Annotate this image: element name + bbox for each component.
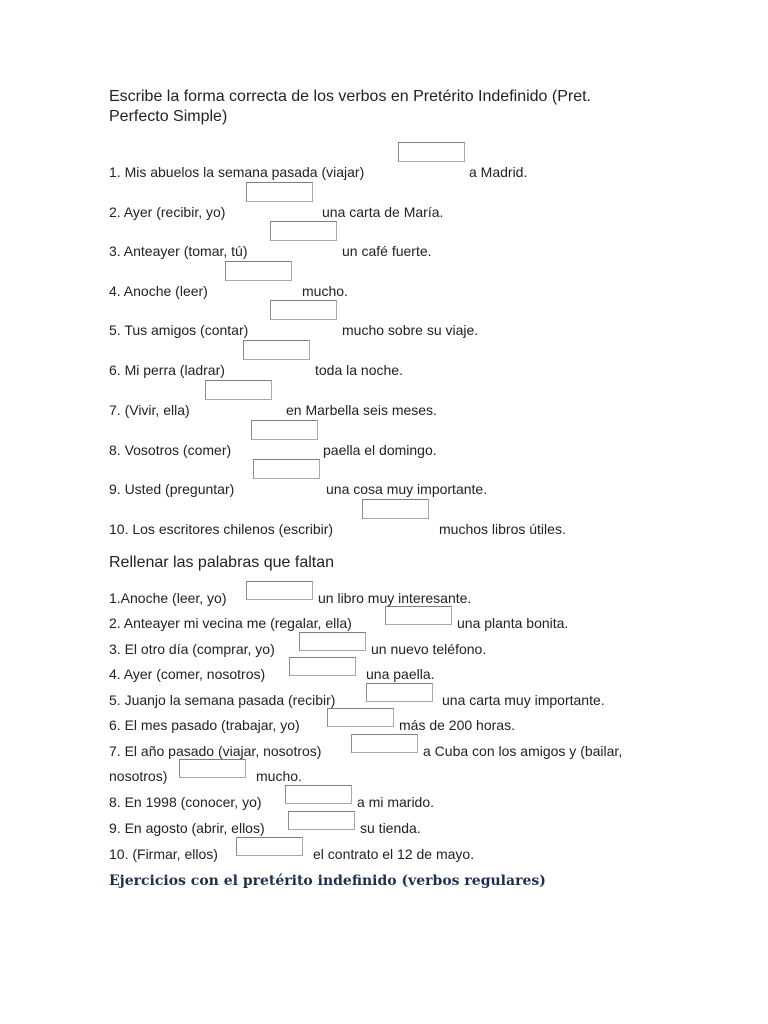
s1-item-6-answer-field[interactable] [243, 340, 310, 360]
s1-item-1-answer-field[interactable] [398, 142, 465, 162]
s2-item-4-answer-field[interactable] [289, 657, 356, 676]
s2-item-6-after: más de 200 horas. [399, 717, 515, 733]
s1-item-4-before: 4. Anoche (leer) [109, 283, 208, 299]
s2-item-8-answer-field[interactable] [285, 785, 352, 804]
s1-item-1-before: 1. Mis abuelos la semana pasada (viajar) [109, 164, 365, 180]
s1-item-2-before: 2. Ayer (recibir, yo) [109, 204, 226, 220]
s2-item-7b-answer-field[interactable] [179, 759, 246, 778]
s2-item-2-before: 2. Anteayer mi vecina me (regalar, ella) [109, 615, 352, 631]
s2-item-9-before: 9. En agosto (abrir, ellos) [109, 820, 265, 836]
s1-item-5-before: 5. Tus amigos (contar) [109, 322, 249, 338]
s2-item-5-before: 5. Juanjo la semana pasada (recibir) [109, 692, 336, 708]
s1-item-3-answer-field[interactable] [270, 221, 337, 241]
s2-item-3-before: 3. El otro día (comprar, yo) [109, 641, 275, 657]
s2-item-6-before: 6. El mes pasado (trabajar, yo) [109, 717, 300, 733]
s2-item-3-answer-field[interactable] [299, 632, 366, 651]
s1-item-7-after: en Marbella seis meses. [286, 402, 437, 418]
s2-item-5-answer-field[interactable] [366, 683, 433, 702]
s2-item-4-before: 4. Ayer (comer, nosotros) [109, 666, 266, 682]
s1-item-1-after: a Madrid. [469, 164, 528, 180]
s2-item-3-after: un nuevo teléfono. [371, 641, 487, 657]
s2-item-4-after: una paella. [366, 666, 435, 682]
s1-item-9-after: una cosa muy importante. [326, 481, 488, 497]
s1-item-8-before: 8. Vosotros (comer) [109, 442, 232, 458]
s1-item-5-after: mucho sobre su viaje. [342, 322, 479, 338]
s2-item-2-answer-field[interactable] [385, 606, 452, 625]
section1-title-line1: Escribe la forma correcta de los verbos en Pretérito Indefinido (Pret. [109, 88, 591, 105]
footer-title: Ejercicios con el pretérito indefinido (verbos regulares) [109, 873, 546, 889]
s2-item-1-answer-field[interactable] [246, 581, 313, 600]
section1-title-line2: Perfecto Simple) [109, 108, 228, 125]
s2-item-1-after: un libro muy interesante. [318, 590, 472, 606]
s2-item-10-answer-field[interactable] [236, 837, 303, 856]
s1-item-6-after: toda la noche. [315, 362, 403, 378]
s2-item-2-after: una planta bonita. [457, 615, 569, 631]
s2-item-8-after: a mi marido. [357, 794, 435, 810]
s2-item-10-after: el contrato el 12 de mayo. [313, 846, 475, 862]
s2-item-7-before: 7. El año pasado (viajar, nosotros) [109, 743, 322, 759]
s2-item-7-after: a Cuba con los amigos y (bailar, [423, 743, 623, 759]
s1-item-6-before: 6. Mi perra (ladrar) [109, 362, 225, 378]
s1-item-7-before: 7. (Vivir, ella) [109, 402, 190, 418]
s1-item-4-after: mucho. [302, 283, 348, 299]
s2-item-7b-after: mucho. [256, 768, 302, 784]
s1-item-3-after: un café fuerte. [342, 243, 432, 259]
s1-item-9-before: 9. Usted (preguntar) [109, 481, 235, 497]
s1-item-2-after: una carta de María. [322, 204, 444, 220]
s1-item-10-answer-field[interactable] [362, 499, 429, 519]
s2-item-6-answer-field[interactable] [327, 708, 394, 727]
s1-item-2-answer-field[interactable] [246, 182, 313, 202]
s2-item-9-answer-field[interactable] [288, 811, 355, 830]
s1-item-10-before: 10. Los escritores chilenos (escribir) [109, 521, 334, 537]
s1-item-7-answer-field[interactable] [205, 380, 272, 400]
s2-item-5-after: una carta muy importante. [442, 692, 605, 708]
s2-item-9-after: su tienda. [360, 820, 421, 836]
section2-title: Rellenar las palabras que faltan [109, 554, 335, 571]
s1-item-8-after: paella el domingo. [323, 442, 437, 458]
s1-item-3-before: 3. Anteayer (tomar, tú) [109, 243, 248, 259]
s1-item-9-answer-field[interactable] [253, 459, 320, 479]
s2-item-7-answer-field[interactable] [351, 734, 418, 753]
s2-item-7b-before: nosotros) [109, 768, 168, 784]
s1-item-10-after: muchos libros útiles. [439, 521, 566, 537]
s1-item-8-answer-field[interactable] [251, 420, 318, 440]
s1-item-4-answer-field[interactable] [225, 261, 292, 281]
s2-item-10-before: 10. (Firmar, ellos) [109, 846, 218, 862]
s1-item-5-answer-field[interactable] [270, 300, 337, 320]
s2-item-8-before: 8. En 1998 (conocer, yo) [109, 794, 262, 810]
s2-item-1-before: 1.Anoche (leer, yo) [109, 590, 227, 606]
